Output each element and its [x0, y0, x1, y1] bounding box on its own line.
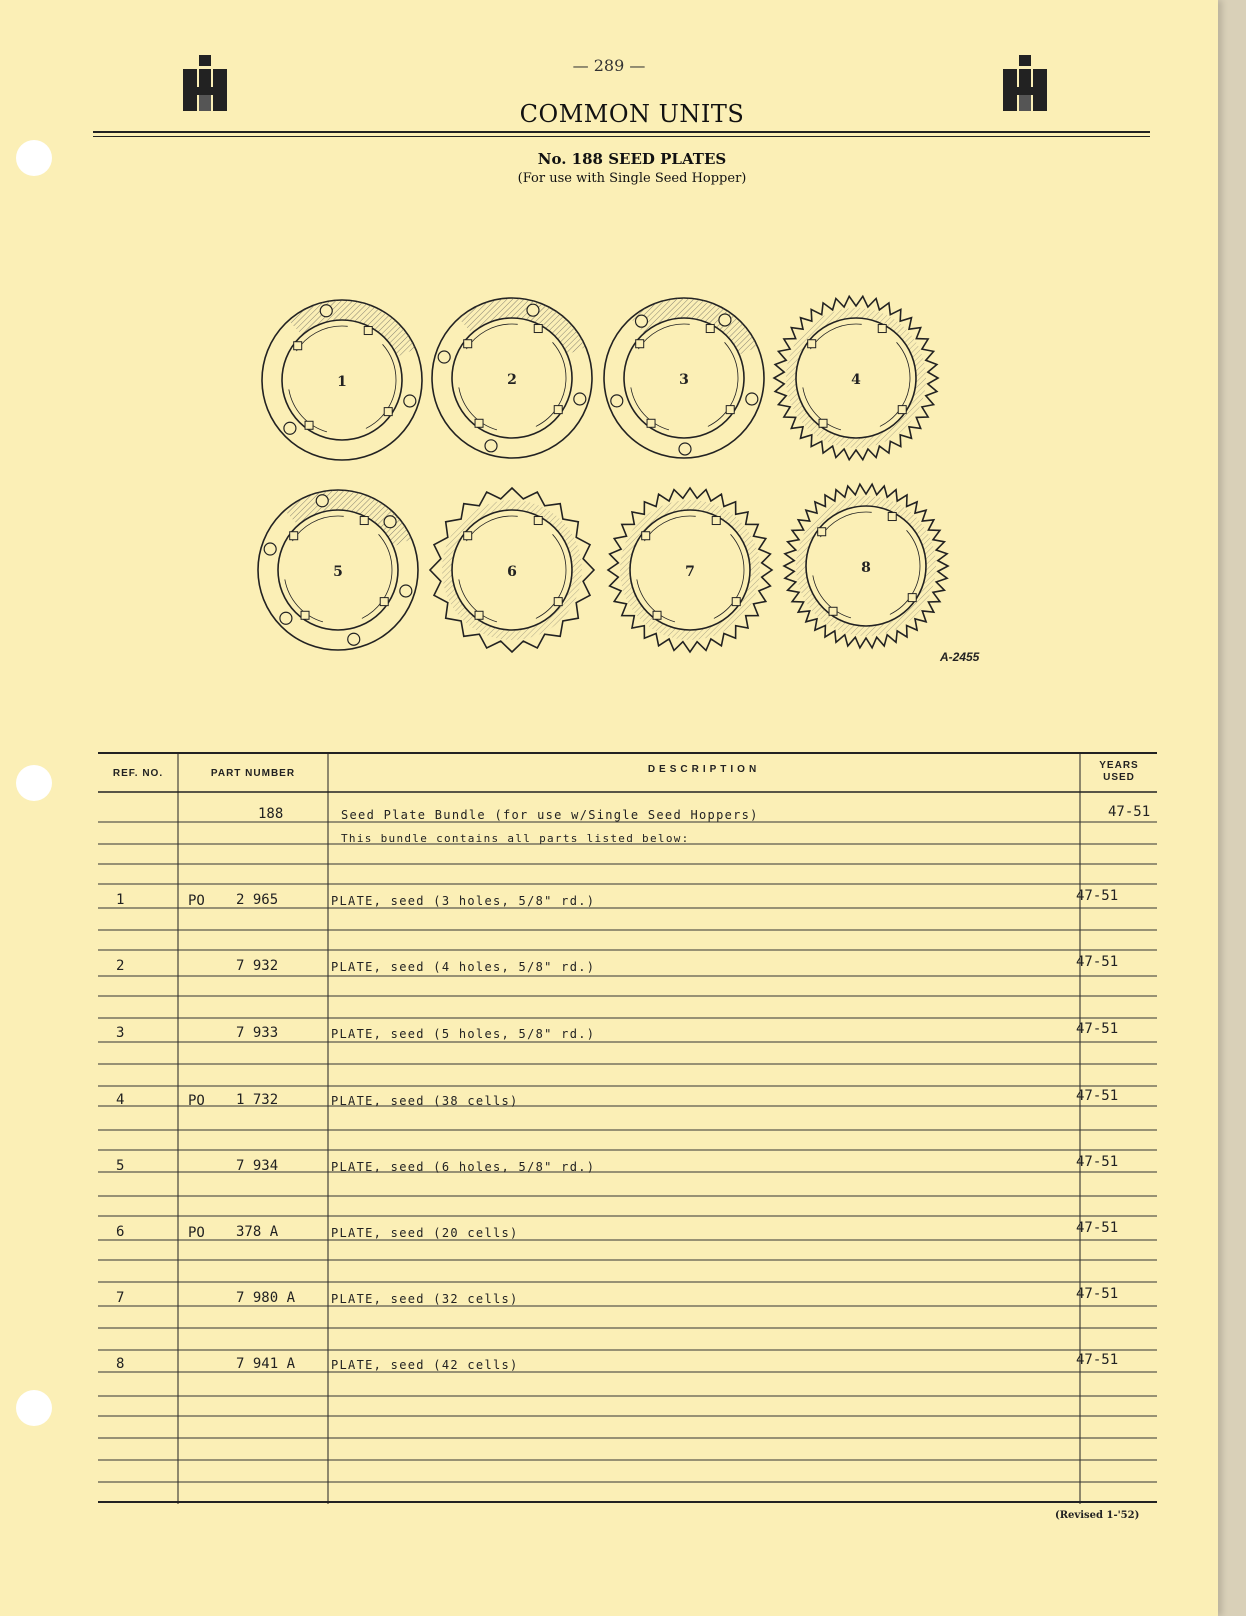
punch-hole — [16, 765, 52, 801]
plate-label: 1 — [337, 374, 347, 390]
table-row-ref-no: 2 — [116, 958, 125, 974]
table-row-years: 47-51 — [1076, 1352, 1119, 1368]
table-row-years: 47-51 — [1076, 1220, 1119, 1236]
table-row-part-number: 2 965 — [236, 892, 279, 908]
table-row-years: 47-51 — [1076, 1021, 1119, 1037]
plate-label: 6 — [507, 564, 517, 580]
table-row-description: PLATE, seed (42 cells) — [331, 1358, 519, 1372]
table-row-ref-no: 3 — [116, 1025, 125, 1041]
seed-plate-8 — [784, 484, 948, 648]
plate-label: 7 — [685, 564, 695, 580]
header-ref-no: REF. NO. — [112, 768, 164, 779]
table-row-description: PLATE, seed (4 holes, 5/8" rd.) — [331, 960, 596, 974]
plate-label: 4 — [851, 372, 861, 388]
table-row-part-number: 7 941 A — [236, 1356, 296, 1372]
table-row-years: 47-51 — [1076, 954, 1119, 970]
seed-plate-3 — [604, 298, 764, 458]
page-number: — 289 — — [572, 56, 646, 75]
seed-plate-1 — [262, 300, 422, 460]
table-row-description: PLATE, seed (38 cells) — [331, 1094, 519, 1108]
table-row-ref-no: 8 — [116, 1356, 125, 1372]
punch-hole — [16, 1390, 52, 1426]
table-row-years: 47-51 — [1076, 1154, 1119, 1170]
table-row-ref-no: 6 — [116, 1224, 125, 1240]
bundle-note: This bundle contains all parts listed below: — [341, 832, 690, 845]
table-row-description: PLATE, seed (20 cells) — [331, 1226, 519, 1240]
table-row-description: PLATE, seed (6 holes, 5/8" rd.) — [331, 1160, 596, 1174]
table-row-ref-no: 1 — [116, 892, 125, 908]
title-rule — [93, 136, 1150, 137]
section-title: COMMON UNITS — [519, 100, 745, 128]
bundle-description: Seed Plate Bundle (for use w/Single Seed Hoppers) — [341, 808, 759, 822]
header-part-number: PART NUMBER — [210, 768, 296, 779]
seed-plates-illustration — [250, 290, 990, 680]
table-row-ref-no: 5 — [116, 1158, 125, 1174]
header-years-used: YEARS USED — [1099, 760, 1139, 783]
title-rule — [93, 131, 1150, 133]
bundle-part-number: 188 — [258, 806, 284, 822]
header-description: DESCRIPTION — [647, 764, 761, 775]
table-row-part-number: 7 932 — [236, 958, 279, 974]
parts-table — [98, 752, 1157, 1504]
table-row-part-number: 7 933 — [236, 1025, 279, 1041]
table-row-part-number: 1 732 — [236, 1092, 279, 1108]
table-row-part-number: 378 A — [236, 1224, 279, 1240]
table-row-ref-no: 4 — [116, 1092, 125, 1108]
table-row-part-number: 7 934 — [236, 1158, 279, 1174]
seed-plate-2 — [432, 298, 592, 458]
seed-plate-6 — [430, 488, 594, 652]
figure-title: No. 188 SEED PLATES — [537, 150, 727, 168]
seed-plate-4 — [774, 296, 938, 459]
bundle-years: 47-51 — [1108, 804, 1151, 820]
plate-label: 8 — [861, 560, 871, 576]
table-grid — [98, 752, 1157, 1504]
plate-label: 5 — [333, 564, 343, 580]
table-row-years: 47-51 — [1076, 888, 1119, 904]
revised-note: (Revised 1-'52) — [1055, 1510, 1140, 1521]
plate-label: 3 — [679, 372, 689, 388]
table-row-part-prefix: PO — [188, 1225, 205, 1241]
figure-code: A-2455 — [940, 650, 980, 664]
seed-plate-7 — [608, 488, 772, 652]
table-row-ref-no: 7 — [116, 1290, 125, 1306]
table-row-years: 47-51 — [1076, 1286, 1119, 1302]
table-row-years: 47-51 — [1076, 1088, 1119, 1104]
table-row-part-number: 7 980 A — [236, 1290, 296, 1306]
table-row-description: PLATE, seed (5 holes, 5/8" rd.) — [331, 1027, 596, 1041]
table-row-part-prefix: PO — [188, 893, 205, 909]
table-row-part-prefix: PO — [188, 1093, 205, 1109]
seed-plate-5 — [258, 490, 418, 650]
figure-subtitle: (For use with Single Seed Hopper) — [517, 171, 747, 186]
table-row-description: PLATE, seed (32 cells) — [331, 1292, 519, 1306]
table-row-description: PLATE, seed (3 holes, 5/8" rd.) — [331, 894, 596, 908]
plate-label: 2 — [507, 372, 517, 388]
